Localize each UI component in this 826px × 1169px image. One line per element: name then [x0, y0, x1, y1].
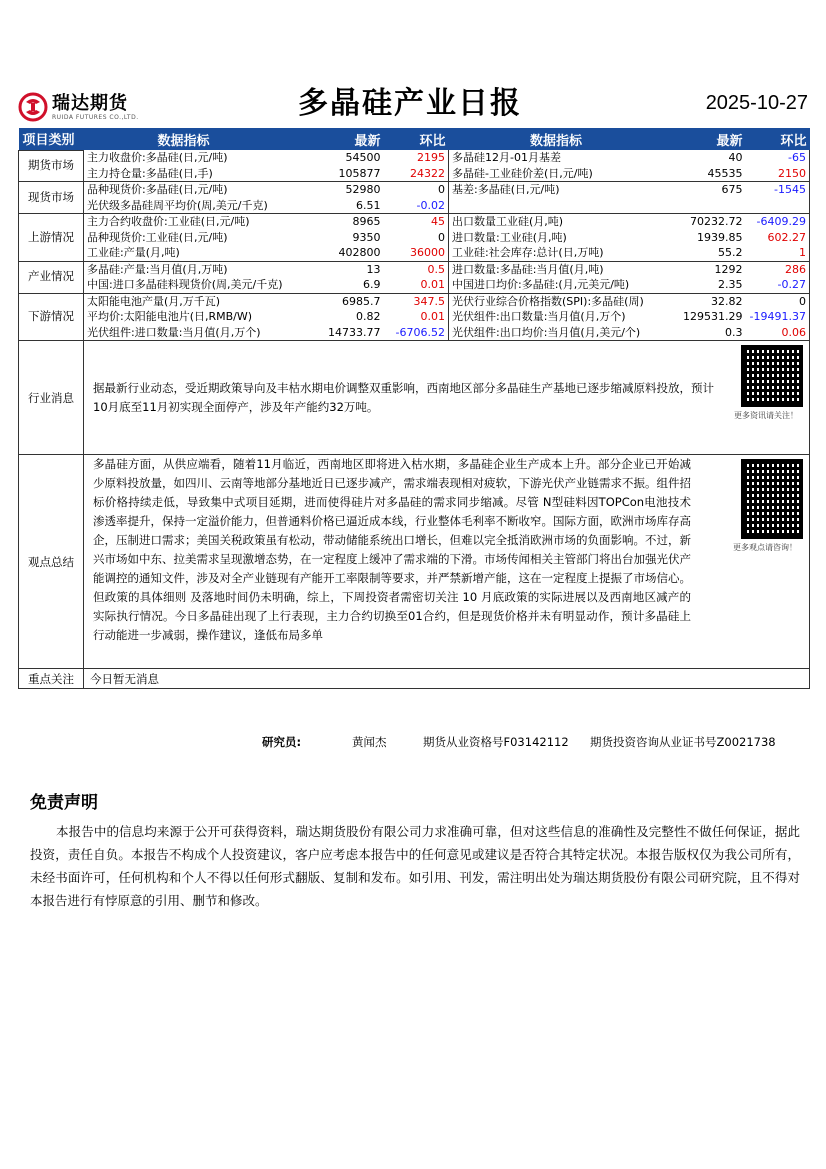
value-right: 40 [728, 151, 743, 164]
views-category: 观点总结 [19, 455, 84, 669]
value-right: 1939.85 [697, 230, 743, 244]
indicator-left: 品种现货价:工业硅(日,元/吨) [87, 230, 228, 244]
table-row [19, 166, 810, 182]
change-left: -0.02 [384, 198, 449, 214]
value-left: 0.82 [356, 310, 381, 323]
indicator-right: 进口数量:工业硅(月,吨) [449, 230, 664, 246]
report-date: 2025-10-27 [705, 92, 808, 114]
change-right: 0.06 [746, 325, 810, 341]
value-left: 9350 [352, 230, 381, 244]
views-qr-caption: 更多观点请咨询！ [733, 543, 797, 552]
company-logo [18, 92, 139, 122]
value-right: 129531.29 [683, 310, 743, 323]
value-left: 402800 [284, 245, 384, 261]
news-qr [729, 345, 803, 421]
views-qr [727, 459, 803, 553]
table-row [19, 293, 810, 309]
value-left: 13 [366, 262, 381, 276]
indicator-left: 主力收盘价:多晶硅(日,元/吨) [87, 151, 228, 164]
value-left: 14733.77 [284, 325, 384, 341]
change-right: -1545 [746, 182, 810, 198]
disclaimer-title: 免责声明 [30, 793, 98, 813]
value-right: 0.3 [664, 325, 746, 341]
change-right: -65 [746, 150, 810, 166]
category-cell: 上游情况 [19, 214, 84, 262]
views-text: 多晶硅方面，从供应端看，随着11月临近，西南地区即将进入枯水期，多晶硅企业生产成本上升。部分企业已开始减少原料投放量，如四川、云南等地部分基地近日已逐步减产，需求端表现相对疲软，下游光伏产业链需求不振。组件招标价格持续走低，导致集中式项目延期，进而使得硅片对多晶硅的需求同步缩减。尽管 N型硅料因TOPCon电池技术渗透率提升，保持一定溢价能力，但普通料价格已逼近成本线，行业整体毛利率不断收窄。国际方面，欧洲市场库存高企，压制进口需求；美国关税政策虽有松动，带动储能系统出口增长，但难以完全抵消欧洲市场的负面影响。不过，新兴市场如中东、拉美需求呈现激增态势，在一定程度上缓冲了需求端的下滑。市场传闻相关主管部门将出台加强光伏产能调控的通知文件，涉及对全产业链现有产能开工率限制等要求，并严禁新增产能，这在一定程度上提振了市场信心。但政策的具体细则 及落地时间仍未明确，综上，下周投资者需密切关注 10 月底政策的实际进展以及西南地区减产的实际执行情况。今日多晶硅出现了上行表现，主力合约切换至01合约，但是现货价格并未有明显动作，预计多晶硅上行动能进一步减弱，操作建议，逢低布局多单 [93, 457, 691, 642]
change-left: -6706.52 [384, 325, 449, 341]
indicator-right: 工业硅:社会库存:总计(日,万吨) [449, 245, 664, 261]
researcher-license1: 期货从业资格号F03142112 [423, 735, 569, 749]
table-row [19, 214, 810, 230]
table-row [19, 230, 810, 246]
change-left: 347.5 [413, 294, 445, 308]
change-left: 45 [431, 215, 445, 228]
col-latest-left: 最新 [284, 128, 384, 150]
qr-code-icon [741, 345, 803, 407]
news-qr-caption: 更多资讯请关注！ [734, 411, 798, 420]
value-right: 1292 [714, 262, 743, 276]
value-right: 70232.72 [690, 215, 743, 228]
col-change-right: 环比 [746, 128, 810, 150]
value-left: 52980 [345, 183, 381, 196]
table-row [19, 261, 810, 277]
value-right: 2.35 [664, 277, 746, 293]
disclaimer-body: 本报告中的信息均来源于公开可获得资料，瑞达期货股份有限公司力求准确可靠，但对这些信息的准确性及完整性不做任何保证，据此投资，责任自负。本报告不构成个人投资建议，客户应考虑本报告中的任何意见或建议是否符合其特定状况。本报告版权仅为我公司所有，未经书面许可，任何机构和个人不得以任何形式翻版、复制和发布。如引用、刊发，需注明出处为瑞达期货股份有限公司研究院，且不得对本报告进行有悖原意的引用、删节和修改。 [30, 824, 800, 908]
table-header [19, 128, 810, 150]
table-row [19, 325, 810, 341]
table-row [19, 309, 810, 325]
value-left: 6985.7 [342, 294, 381, 308]
focus-text: 今日暂无消息 [84, 669, 810, 689]
researcher-name: 黄闻杰 [352, 735, 387, 749]
indicator-left: 光伏组件:进口数量:当月值(月,万个) [84, 325, 284, 341]
value-right: 45535 [664, 166, 746, 182]
indicator-left: 工业硅:产量(月,吨) [84, 245, 284, 261]
logo-en: RUIDA FUTURES CO.,LTD. [52, 113, 139, 121]
change-right: 0 [746, 293, 810, 309]
category-cell: 下游情况 [19, 293, 84, 341]
change-right: 602.27 [746, 230, 810, 246]
qr-code-icon [741, 459, 803, 539]
change-left: 0 [438, 183, 445, 196]
category-cell: 现货市场 [19, 182, 84, 214]
indicator-left: 主力合约收盘价:工业硅(日,元/吨) [87, 215, 250, 228]
report-title: 多晶硅产业日报 [298, 86, 522, 121]
researcher-license2: 期货投资咨询从业证书号Z0021738 [590, 735, 776, 749]
indicator-right: 进口数量:多晶硅:当月值(月,吨) [449, 261, 664, 277]
indicator-left: 太阳能电池产量(月,万千瓦) [87, 294, 221, 308]
value-left: 6.9 [284, 277, 384, 293]
value-left: 105877 [284, 166, 384, 182]
change-right: -6409.29 [746, 214, 810, 230]
researcher-label: 研究员: [262, 735, 302, 749]
indicator-left: 多晶硅:产量:当月值(月,万吨) [87, 262, 228, 276]
col-latest-right: 最新 [664, 128, 746, 150]
value-right: 32.82 [711, 294, 743, 308]
news-text: 据最新行业动态，受近期政策导向及丰枯水期电价调整双重影响，西南地区部分多晶硅生产基地已逐步缩减原料投放，预计10月底至11月初实现全面停产，涉及年产能约32万吨。 [93, 380, 714, 414]
table-row [19, 277, 810, 293]
logo-cn: 瑞达期货 [52, 92, 128, 114]
value-right: 675 [721, 183, 743, 196]
news-row [19, 341, 810, 455]
data-table [18, 128, 810, 689]
indicator-right: 光伏组件:出口均价:当月值(月,美元/个) [449, 325, 664, 341]
change-right [746, 198, 810, 214]
category-cell: 产业情况 [19, 261, 84, 293]
col-indicator-left: 数据指标 [84, 128, 284, 150]
report-header [18, 78, 808, 124]
change-left: 24322 [384, 166, 449, 182]
change-left: 36000 [384, 245, 449, 261]
change-right: 1 [746, 245, 810, 261]
col-indicator-right: 数据指标 [449, 128, 664, 150]
value-left: 6.51 [284, 198, 384, 214]
indicator-left: 主力持仓量:多晶硅(日,手) [84, 166, 284, 182]
views-row [19, 455, 810, 669]
indicator-right: 多晶硅-工业硅价差(日,元/吨) [449, 166, 664, 182]
change-right: -0.27 [746, 277, 810, 293]
change-right: 2150 [746, 166, 810, 182]
focus-category: 重点关注 [19, 669, 84, 689]
change-left: 0.5 [427, 262, 445, 276]
indicator-right: 基差:多晶硅(日,元/吨) [449, 182, 664, 198]
change-left: 0.01 [384, 277, 449, 293]
table-row [19, 150, 810, 166]
indicator-left: 品种现货价:多晶硅(日,元/吨) [87, 183, 228, 196]
change-left: 0 [438, 230, 445, 244]
value-right [664, 198, 746, 214]
change-left: 0.01 [420, 310, 445, 323]
table-row [19, 245, 810, 261]
indicator-left: 中国:进口多晶硅料现货价(周,美元/千克) [84, 277, 284, 293]
focus-row [19, 669, 810, 689]
value-right: 55.2 [664, 245, 746, 261]
indicator-left: 平均价:太阳能电池片(日,RMB/W) [87, 310, 253, 323]
change-left: 2195 [417, 151, 445, 164]
indicator-right: 出口数量工业硅(月,吨) [449, 214, 664, 230]
change-right: -19491.37 [746, 309, 810, 325]
news-category: 行业消息 [19, 341, 84, 455]
indicator-right: 光伏组件:出口数量:当月值(月,万个) [449, 309, 664, 325]
indicator-right: 光伏行业综合价格指数(SPI):多晶硅(周) [449, 293, 664, 309]
change-right: 286 [746, 261, 810, 277]
indicator-right: 多晶硅12月-01月基差 [449, 150, 664, 166]
value-left: 54500 [345, 151, 381, 164]
indicator-left: 光伏级多晶硅周平均价(周,美元/千克) [84, 198, 284, 214]
indicator-right: 中国进口均价:多晶硅:(月,元美元/吨) [449, 277, 664, 293]
col-change-left: 环比 [384, 128, 449, 150]
table-row [19, 198, 810, 214]
value-left: 8965 [352, 215, 381, 228]
category-cell: 期货市场 [19, 150, 84, 182]
table-row [19, 182, 810, 198]
col-category: 项目类别 [19, 128, 84, 150]
ruida-logo-icon [18, 92, 48, 122]
indicator-right [449, 198, 664, 214]
